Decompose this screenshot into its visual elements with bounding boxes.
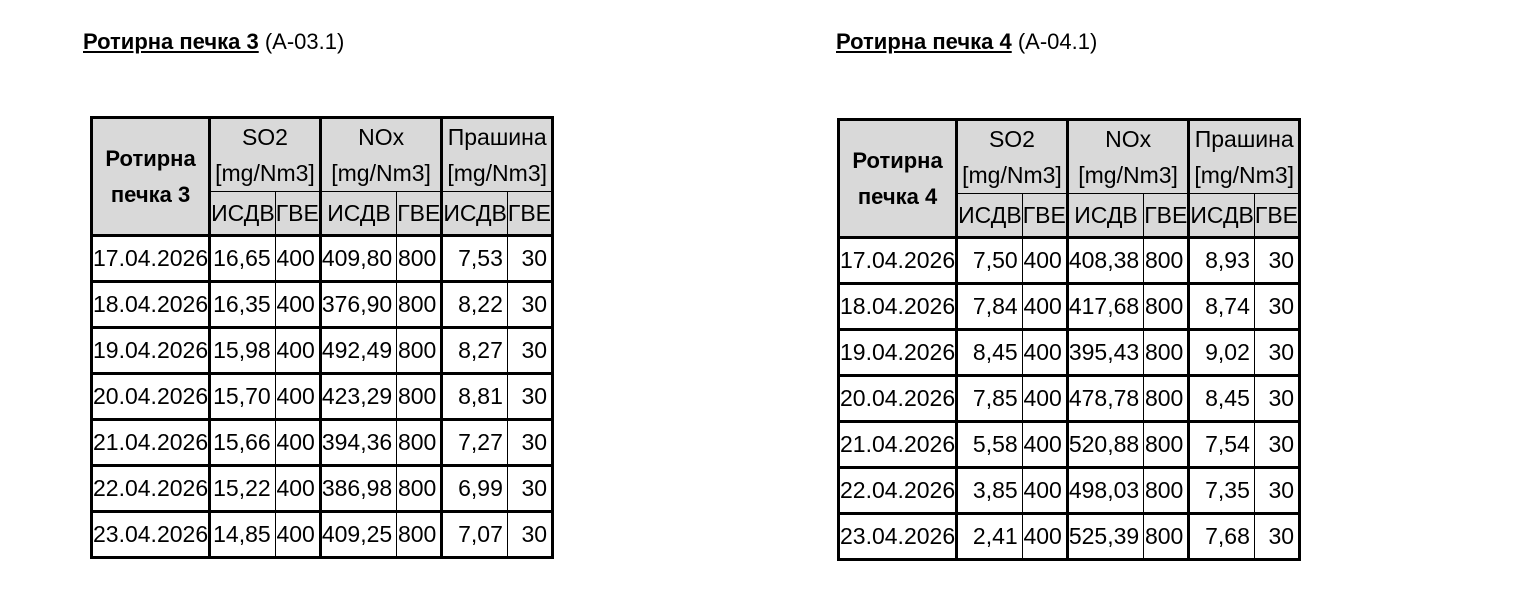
so2-gve-header: ГВЕ <box>275 192 320 236</box>
so2-isdv-cell: 3,85 <box>957 468 1023 514</box>
so2-isdv-cell: 7,50 <box>957 238 1023 284</box>
nox-isdv-cell: 409,80 <box>320 236 396 282</box>
nox-isdv-cell: 394,36 <box>320 420 396 466</box>
table-row <box>839 514 1300 560</box>
so2-gve-cell: 400 <box>1022 376 1067 422</box>
date-cell: 17.04.2026 <box>92 236 210 282</box>
so2-isdv-cell: 15,66 <box>210 420 276 466</box>
nox-isdv-header: ИСДВ <box>1067 194 1143 238</box>
dust-gve-cell: 30 <box>1254 330 1299 376</box>
dust-gve-cell: 30 <box>1254 422 1299 468</box>
so2-isdv-cell: 7,84 <box>957 284 1023 330</box>
dust-gve-cell: 30 <box>507 282 552 328</box>
nox-isdv-cell: 417,68 <box>1067 284 1143 330</box>
dust-isdv-cell: 7,07 <box>442 512 508 558</box>
date-cell: 22.04.2026 <box>839 468 957 514</box>
table-row <box>839 238 1300 284</box>
nox-isdv-cell: 478,78 <box>1067 376 1143 422</box>
so2-isdv-cell: 2,41 <box>957 514 1023 560</box>
so2-isdv-header: ИСДВ <box>210 192 276 236</box>
so2-gve-cell: 400 <box>1022 238 1067 284</box>
date-cell: 21.04.2026 <box>839 422 957 468</box>
so2-isdv-cell: 5,58 <box>957 422 1023 468</box>
so2-gve-cell: 400 <box>1022 468 1067 514</box>
date-cell: 19.04.2026 <box>92 328 210 374</box>
dust-gve-cell: 30 <box>507 420 552 466</box>
kiln-label-header: Ротирна печка 4 <box>839 120 957 238</box>
nox-isdv-cell: 492,49 <box>320 328 396 374</box>
table-row <box>839 376 1300 422</box>
so2-isdv-header: ИСДВ <box>957 194 1023 238</box>
nox-isdv-cell: 520,88 <box>1067 422 1143 468</box>
nox-gve-cell: 800 <box>397 282 442 328</box>
so2-group-header: SO2 [mg/Nm3] <box>957 120 1068 194</box>
dust-gve-cell: 30 <box>507 466 552 512</box>
kiln-4-heading <box>836 27 1097 57</box>
so2-gve-cell: 400 <box>1022 284 1067 330</box>
date-cell: 19.04.2026 <box>839 330 957 376</box>
dust-gve-cell: 30 <box>507 328 552 374</box>
dust-isdv-cell: 7,35 <box>1189 468 1255 514</box>
dust-gve-header: ГВЕ <box>507 192 552 236</box>
nox-isdv-cell: 395,43 <box>1067 330 1143 376</box>
nox-isdv-cell: 376,90 <box>320 282 396 328</box>
dust-isdv-header: ИСДВ <box>442 192 508 236</box>
heading-name: Ротирна печка 4 <box>836 29 1012 54</box>
heading-code: (А-04.1) <box>1017 29 1098 54</box>
dust-isdv-cell: 8,81 <box>442 374 508 420</box>
nox-gve-cell: 800 <box>397 236 442 282</box>
so2-isdv-cell: 16,35 <box>210 282 276 328</box>
so2-isdv-cell: 15,70 <box>210 374 276 420</box>
dust-isdv-cell: 7,27 <box>442 420 508 466</box>
dust-isdv-cell: 8,74 <box>1189 284 1255 330</box>
date-cell: 23.04.2026 <box>839 514 957 560</box>
dust-isdv-cell: 7,54 <box>1189 422 1255 468</box>
nox-gve-cell: 800 <box>1144 284 1189 330</box>
date-cell: 23.04.2026 <box>92 512 210 558</box>
dust-isdv-cell: 7,68 <box>1189 514 1255 560</box>
so2-gve-cell: 400 <box>1022 514 1067 560</box>
dust-gve-header: ГВЕ <box>1254 194 1299 238</box>
so2-isdv-cell: 15,22 <box>210 466 276 512</box>
nox-gve-header: ГВЕ <box>397 192 442 236</box>
table-row <box>92 328 553 374</box>
dust-gve-cell: 30 <box>1254 238 1299 284</box>
dust-gve-cell: 30 <box>1254 468 1299 514</box>
kiln-3-emissions-table <box>90 116 554 559</box>
nox-isdv-cell: 408,38 <box>1067 238 1143 284</box>
so2-gve-cell: 400 <box>275 236 320 282</box>
nox-isdv-cell: 386,98 <box>320 466 396 512</box>
dust-gve-cell: 30 <box>1254 376 1299 422</box>
so2-gve-cell: 400 <box>275 420 320 466</box>
nox-isdv-cell: 423,29 <box>320 374 396 420</box>
so2-isdv-cell: 14,85 <box>210 512 276 558</box>
nox-gve-cell: 800 <box>1144 422 1189 468</box>
nox-group-header: NOx [mg/Nm3] <box>320 118 442 192</box>
nox-gve-cell: 800 <box>1144 514 1189 560</box>
dust-gve-cell: 30 <box>507 512 552 558</box>
so2-gve-cell: 400 <box>1022 422 1067 468</box>
dust-isdv-cell: 7,53 <box>442 236 508 282</box>
so2-group-header: SO2 [mg/Nm3] <box>210 118 321 192</box>
date-cell: 20.04.2026 <box>92 374 210 420</box>
dust-isdv-header: ИСДВ <box>1189 194 1255 238</box>
nox-isdv-cell: 525,39 <box>1067 514 1143 560</box>
so2-gve-header: ГВЕ <box>1022 194 1067 238</box>
heading-name: Ротирна печка 3 <box>83 29 259 54</box>
dust-group-header: Прашина [mg/Nm3] <box>1189 120 1300 194</box>
date-cell: 18.04.2026 <box>839 284 957 330</box>
table-row <box>839 330 1300 376</box>
nox-gve-header: ГВЕ <box>1144 194 1189 238</box>
heading-code: (А-03.1) <box>264 29 345 54</box>
dust-isdv-cell: 8,45 <box>1189 376 1255 422</box>
table-row <box>92 466 553 512</box>
so2-isdv-cell: 16,65 <box>210 236 276 282</box>
dust-isdv-cell: 8,22 <box>442 282 508 328</box>
table-row <box>92 420 553 466</box>
table-row <box>92 236 553 282</box>
nox-gve-cell: 800 <box>397 420 442 466</box>
kiln-4-rows <box>839 238 1300 560</box>
kiln-3-rows <box>92 236 553 558</box>
so2-isdv-cell: 7,85 <box>957 376 1023 422</box>
dust-gve-cell: 30 <box>1254 514 1299 560</box>
dust-isdv-cell: 8,27 <box>442 328 508 374</box>
so2-gve-cell: 400 <box>275 512 320 558</box>
nox-gve-cell: 800 <box>397 466 442 512</box>
nox-gve-cell: 800 <box>397 512 442 558</box>
nox-gve-cell: 800 <box>397 328 442 374</box>
table-row <box>92 282 553 328</box>
table-row <box>92 374 553 420</box>
kiln-4-emissions-table <box>837 118 1301 561</box>
date-cell: 20.04.2026 <box>839 376 957 422</box>
dust-isdv-cell: 6,99 <box>442 466 508 512</box>
dust-gve-cell: 30 <box>507 374 552 420</box>
so2-gve-cell: 400 <box>1022 330 1067 376</box>
dust-isdv-cell: 9,02 <box>1189 330 1255 376</box>
table-row <box>92 512 553 558</box>
nox-isdv-cell: 409,25 <box>320 512 396 558</box>
so2-gve-cell: 400 <box>275 466 320 512</box>
nox-isdv-header: ИСДВ <box>320 192 396 236</box>
so2-isdv-cell: 8,45 <box>957 330 1023 376</box>
nox-gve-cell: 800 <box>1144 376 1189 422</box>
nox-isdv-cell: 498,03 <box>1067 468 1143 514</box>
table-row <box>839 284 1300 330</box>
date-cell: 21.04.2026 <box>92 420 210 466</box>
nox-group-header: NOx [mg/Nm3] <box>1067 120 1189 194</box>
so2-isdv-cell: 15,98 <box>210 328 276 374</box>
so2-gve-cell: 400 <box>275 328 320 374</box>
kiln-4-section <box>836 27 1299 549</box>
dust-gve-cell: 30 <box>507 236 552 282</box>
nox-gve-cell: 800 <box>1144 238 1189 284</box>
date-cell: 17.04.2026 <box>839 238 957 284</box>
dust-group-header: Прашина [mg/Nm3] <box>442 118 553 192</box>
date-cell: 18.04.2026 <box>92 282 210 328</box>
dust-isdv-cell: 8,93 <box>1189 238 1255 284</box>
date-cell: 22.04.2026 <box>92 466 210 512</box>
dust-gve-cell: 30 <box>1254 284 1299 330</box>
nox-gve-cell: 800 <box>1144 468 1189 514</box>
kiln-3-heading <box>83 27 344 57</box>
so2-gve-cell: 400 <box>275 282 320 328</box>
so2-gve-cell: 400 <box>275 374 320 420</box>
table-row <box>839 468 1300 514</box>
kiln-label-header: Ротирна печка 3 <box>92 118 210 236</box>
table-row <box>839 422 1300 468</box>
nox-gve-cell: 800 <box>397 374 442 420</box>
nox-gve-cell: 800 <box>1144 330 1189 376</box>
kiln-3-section <box>83 27 552 547</box>
